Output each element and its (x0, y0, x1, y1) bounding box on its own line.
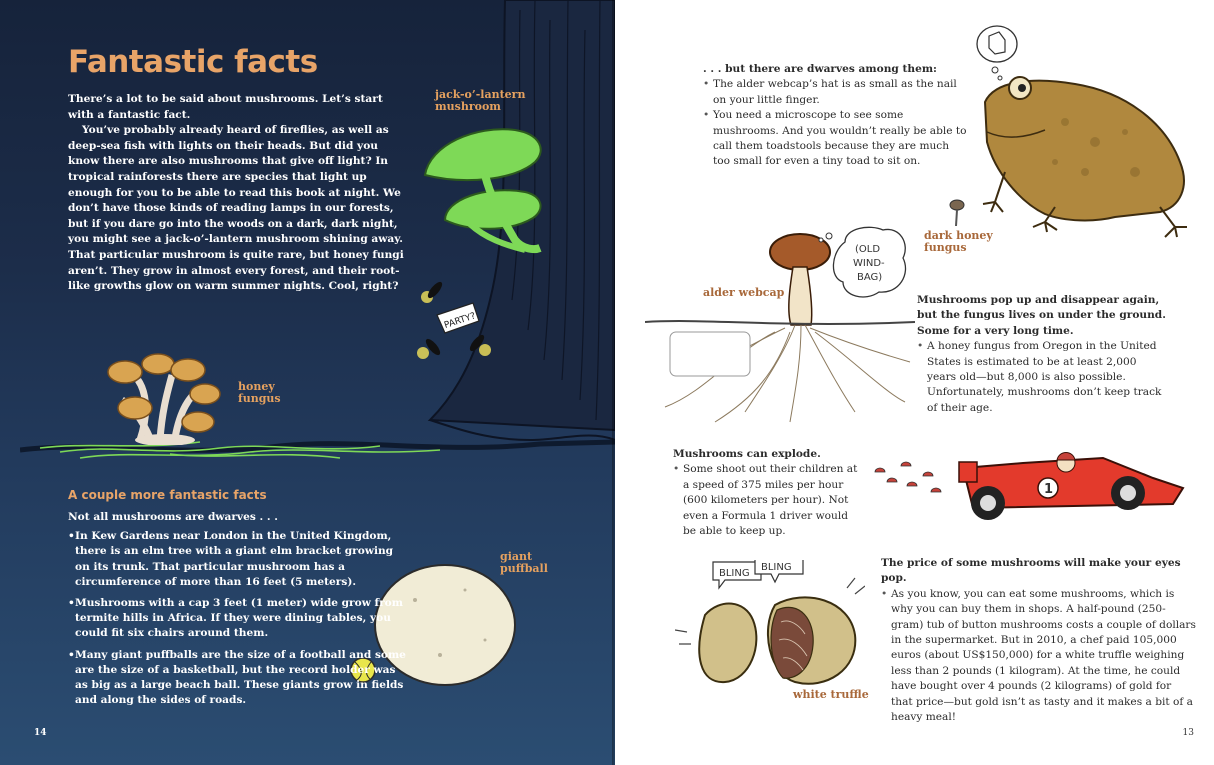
bling-bubble-1: BLING (719, 568, 750, 579)
explode-block (673, 447, 863, 539)
jack-o-lantern-label-line2: mushroom (435, 100, 501, 113)
price-block (881, 556, 1196, 725)
price-heading: The price of some mushrooms will make your eyes pop. (881, 557, 1181, 585)
popup-heading: Mushrooms pop up and disappear again, but the fungus lives on under the ground. Some for a very long time. (917, 294, 1166, 337)
list-item: • In Kew Gardens near London in the United Kingdom, there is an elm tree with a giant elm bracket growing on its trunk. That particular mushroom has a circumference of more than 16 feet (5 meters). (68, 529, 408, 590)
list-item: • Mushrooms with a cap 3 feet (1 meter) wide grow from termite hills in Africa. If they were dining tables, you could fit six chairs around them. (68, 596, 408, 642)
old-bubble-line3: BAG) (857, 272, 883, 283)
list-item: • Some shoot out their children at a speed of 375 miles per hour (600 kilometers per hour). Not even a Formula 1 driver would be able to keep up. (673, 462, 863, 539)
dwarves-heading: . . . but there are dwarves among them: (703, 63, 937, 75)
honey-fungus-label (238, 381, 281, 405)
car-number: 1 (1044, 482, 1054, 497)
dark-honey-fungus-label (924, 230, 993, 254)
giant-puffball-label-line2: puffball (500, 562, 548, 575)
explode-list (673, 462, 863, 539)
old-bubble-line1: (OLD (855, 244, 881, 255)
page-number-left: 14 (34, 728, 47, 738)
honey-fungus-label-line2: fungus (238, 392, 281, 405)
list-item: • The alder webcap’s hat is as small as the nail on your little finger. (703, 77, 968, 108)
explode-heading: Mushrooms can explode. (673, 448, 821, 460)
subheading-more-facts: A couple more fantastic facts (68, 488, 267, 502)
list-item: • You need a microscope to see some mushrooms. And you wouldn’t really be able to call them toadstools because they are much too small for even a tiny toad to sit on. (703, 108, 968, 170)
page-number-right: 13 (1182, 728, 1194, 738)
popup-list (917, 339, 1167, 416)
intro-paragraph-1: There’s a lot to be said about mushrooms. Let’s start with a fantastic fact. (68, 93, 383, 121)
honey-fungus-label-line1: honey (238, 380, 275, 393)
party-bubble-text: PARTY? (443, 311, 477, 331)
giant-puffball-label (500, 551, 548, 575)
fireflies-illustration (405, 275, 505, 375)
right-page (615, 0, 1214, 765)
jack-o-lantern-label-line1: jack-o’-lantern (435, 88, 526, 101)
old-bubble-line2: WIND- (853, 258, 885, 269)
price-list (881, 587, 1196, 726)
facts-list (68, 529, 408, 708)
bling-bubble-2: BLING (761, 562, 792, 573)
alder-webcap-label: alder webcap (703, 286, 785, 299)
list-item: • A honey fungus from Oregon in the United States is estimated to be at least 2,000 years old—but 8,000 is also possible. Unfortunately, mushrooms don’t keep track of their age. (917, 339, 1167, 416)
dark-honey-label-line1: dark honey (924, 229, 993, 242)
jack-o-lantern-label (435, 89, 525, 113)
honey-fungus-illustration (100, 350, 230, 445)
race-car-illustration (873, 448, 1191, 523)
list-item: • As you know, you can eat some mushrooms, which is why you can buy them in shops. A half-pound (250-gram) tub of button mushrooms costs a couple of dollars in the supermarket. But in 2010, a chef paid 105,000 euros (about US$150,000) for a white truffle weighing less than 2 pounds (1 kilogram). At the time, he could have bought over 4 pounds (2 kilograms) of gold for that price—but gold isn’t as tasty and it makes a bit of a heavy meal! (881, 587, 1196, 726)
dwarves-block (703, 62, 968, 170)
dwarves-list (703, 77, 968, 169)
more-facts-text (68, 510, 408, 714)
list-item: • Many giant puffballs are the size of a football and some are the size of a basketball, but the record holder was as big as a large beach ball. These giants grow in fields and along the sides of roads. (68, 648, 408, 709)
white-truffle-label: white truffle (793, 688, 869, 701)
intro-paragraph-2: You’ve probably already heard of fireflies, as well as deep-sea fish with lights on their heads. But did you know there are also mushrooms that give off light? In tropical rainforests there are species that light up enough for you to be able to read this book at night. We don’t have those kinds of reading lamps in our forests, but if you dare go into the woods on a dark, dark night, you might see a jack-o’-lantern mushroom shining away. That particular mushroom is quite rare, but honey fungi aren’t. They grow in almost every forest, and their root-like growths glow on warm summer nights. Cool, right? (68, 124, 404, 293)
not-dwarves-line: Not all mushrooms are dwarves . . . (68, 511, 278, 523)
jack-o-lantern-mushroom-illustration (415, 120, 555, 260)
popup-block (917, 293, 1167, 416)
dark-honey-label-line2: fungus (924, 241, 967, 254)
dark-honey-fungus-illustration (947, 198, 967, 228)
white-truffle-illustration (675, 560, 865, 695)
intro-text (68, 92, 408, 295)
giant-puffball-label-line1: giant (500, 550, 533, 563)
page-title: Fantastic facts (68, 44, 318, 80)
old-windbag-bubble (815, 222, 915, 304)
toad-illustration (965, 22, 1200, 247)
